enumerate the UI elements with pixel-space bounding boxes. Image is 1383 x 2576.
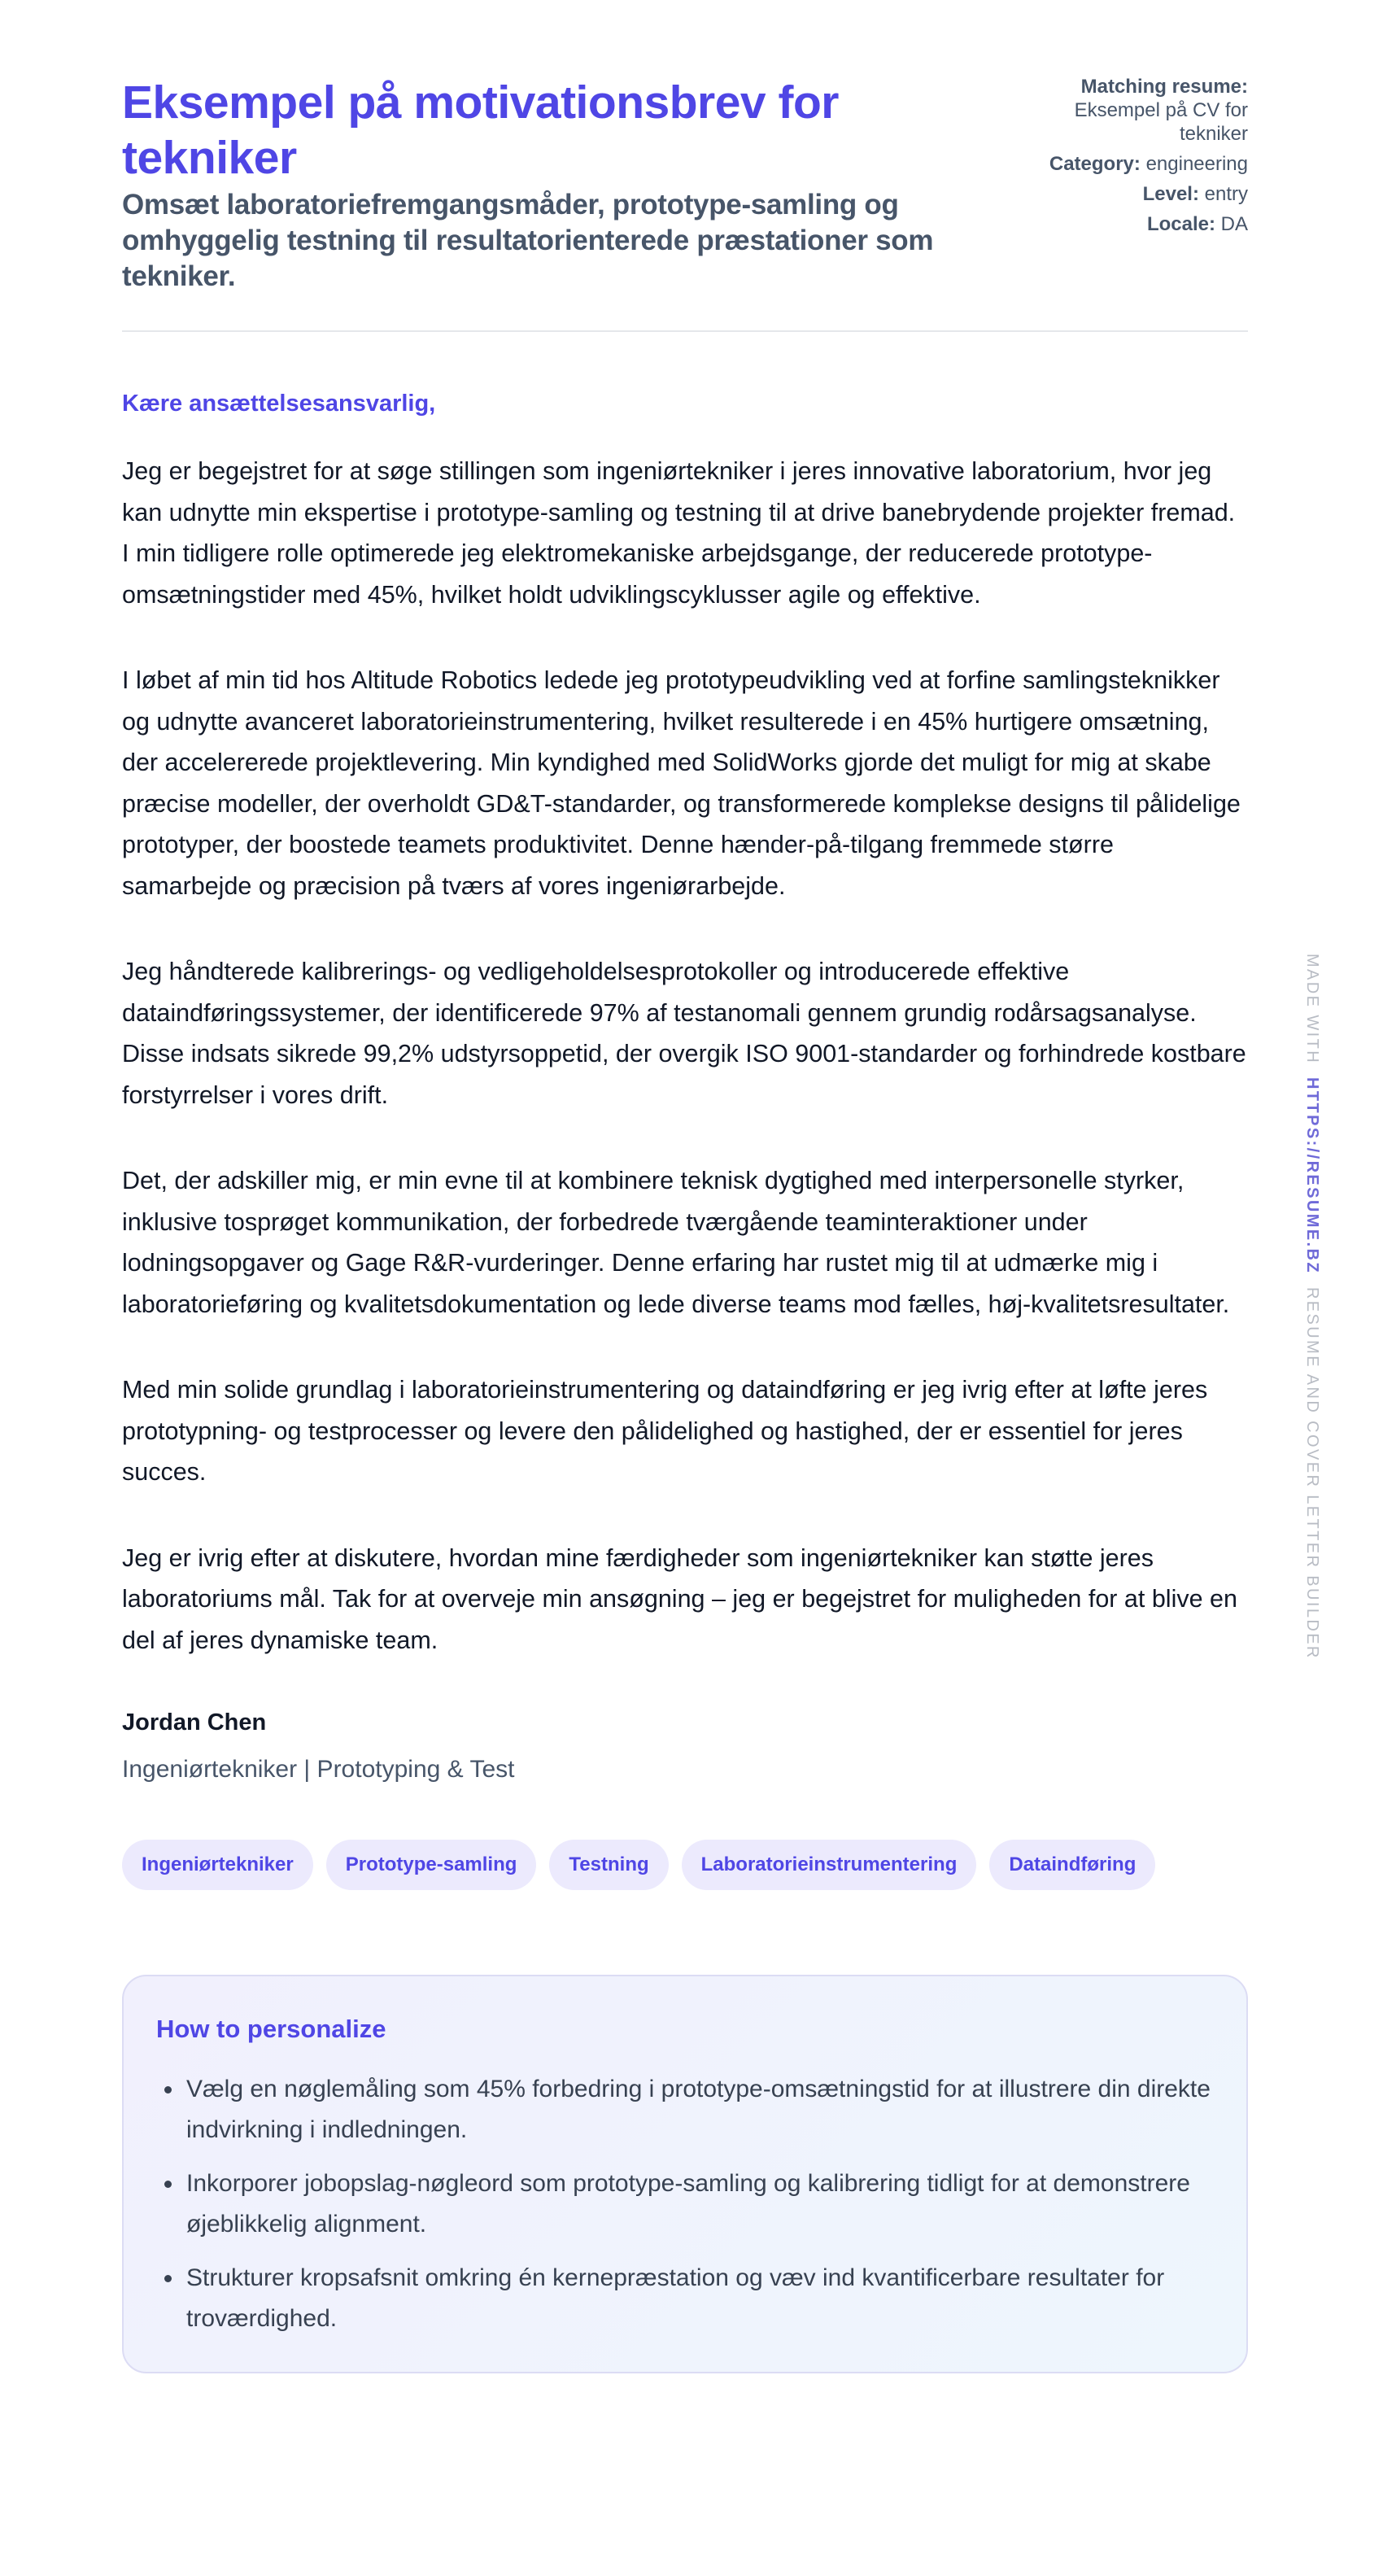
letter-paragraph: Det, der adskiller mig, er min evne til at kombinere teknisk dygtighed med interpersonelle styrker, inklusive tosprøget kommunikation, der forbedrede tværgående teaminteraktioner under lodningsopgaver og Gage R&R-vurderinger. Denne erfaring har rustet mig til at udmærke mig i laboratorieføring og kvalitetsdokumentation og lede diverse teams mod fælles, høj-kvalitetsresultater. bbox=[122, 1167, 1230, 1318]
watermark-link[interactable]: HTTPS://RESUME.BZ bbox=[1303, 1077, 1321, 1274]
tips-list bbox=[156, 2069, 1214, 2339]
tag-laboratorieinstrumentering[interactable]: Laboratorieinstrumentering bbox=[682, 1840, 977, 1890]
signature-name: Jordan Chen bbox=[122, 1709, 267, 1736]
letter-paragraph: I løbet af min tid hos Altitude Robotics ledede jeg prototypeudvikling ved at forfine samlingsteknikker og udnytte avanceret laboratorieinstrumentering, hvilket resulterede i en 45% hurtigere omsætning, der accelererede projektlevering. Min kyndighed med SolidWorks gjorde det muligt for mig at skabe præcise modeller, der overholdt GD&T-standarder, og transformerede komplekse designs til pålidelige prototyper, der boostede teamets produktivitet. Denne hænder-på-tilgang fremmede større samarbejde og præcision på tværs af vores ingeniørarbejde. bbox=[122, 666, 1241, 900]
meta-level bbox=[1004, 182, 1248, 206]
meta-category-value: engineering bbox=[1145, 153, 1248, 175]
signature-block bbox=[122, 1708, 1248, 1784]
cover-letter-page bbox=[122, 0, 1248, 2373]
watermark-text bbox=[1302, 954, 1323, 1660]
tips-title: How to personalize bbox=[156, 2015, 386, 2043]
letter-paragraph: Jeg er begejstret for at søge stillingen som ingeniørtekniker i jeres innovative laboratorium, hvor jeg kan udnytte min ekspertise i prototype-samling og testning til at drive banebrydende projekter fremad. I min tidligere rolle optimerede jeg elektromekaniske arbejdsgange, der reducerede prototype-omsætningstider med 45%, hvilket holdt udviklingscyklusser agile og effektive. bbox=[122, 457, 1236, 609]
page-header bbox=[122, 0, 1248, 332]
bullet-icon bbox=[164, 2275, 172, 2282]
page-subtitle: Omsæt laboratoriefremgangsmåder, prototype-samling og omhyggelig testning til resultatorienterede præstationer som tekniker. bbox=[122, 189, 934, 292]
meta-matching-resume-label: Matching resume: bbox=[1080, 76, 1248, 98]
tip-text: Vælg en nøglemåling som 45% forbedring i prototype-omsætningstid for at illustrere din direkte indvirkning i indledningen. bbox=[186, 2076, 1211, 2143]
watermark bbox=[1302, 954, 1326, 1660]
tip-item bbox=[156, 2069, 1214, 2150]
tip-text: Strukturer kropsafsnit omkring én kernepræstation og væv ind kvantificerbare resultater for troværdighed. bbox=[186, 2264, 1165, 2332]
bullet-icon bbox=[164, 2181, 172, 2188]
meta-level-label: Level: bbox=[1142, 183, 1199, 205]
meta-panel bbox=[1004, 75, 1248, 242]
letter-paragraph: Med min solide grundlag i laboratorieinstrumentering og dataindføring er jeg ivrig efter at løfte jeres prototypning- og testprocesser og levere den pålidelighed og hastighed, der er essentiel for jeres succes. bbox=[122, 1376, 1208, 1486]
meta-category-label: Category: bbox=[1049, 153, 1141, 175]
keyword-tags bbox=[122, 1840, 1248, 1890]
meta-matching-resume bbox=[1004, 75, 1248, 146]
tip-item bbox=[156, 2258, 1214, 2339]
signature-title: Ingeniørtekniker | Prototyping & Test bbox=[122, 1756, 515, 1783]
letter-paragraph: Jeg håndterede kalibrerings- og vedligeholdelsesprotokoller og introducerede effektive dataindføringssystemer, der identificerede 97% af testanomali gennem grundig rodårsagsanalyse. Disse indsats sikrede 99,2% udstyrsoppetid, der overgik ISO 9001-standarder og forhindrede kostbare forstyrrelser i vores drift. bbox=[122, 958, 1246, 1109]
letter-salutation: Kære ansættelsesansvarlig, bbox=[122, 391, 436, 417]
tag-dataindforing[interactable]: Dataindføring bbox=[989, 1840, 1155, 1890]
tip-text: Inkorporer jobopslag-nøgleord som prototype-samling og kalibrering tidligt for at demonstrere øjeblikkelig alignment. bbox=[186, 2170, 1190, 2238]
tag-prototype-samling[interactable]: Prototype-samling bbox=[326, 1840, 537, 1890]
meta-locale bbox=[1004, 212, 1248, 236]
meta-category bbox=[1004, 152, 1248, 176]
personalize-tips-box bbox=[122, 1975, 1248, 2373]
tip-item bbox=[156, 2163, 1214, 2245]
tag-ingeniortekniker[interactable]: Ingeniørtekniker bbox=[122, 1840, 313, 1890]
watermark-suffix: RESUME AND COVER LETTER BUILDER bbox=[1303, 1286, 1321, 1660]
letter-body bbox=[122, 451, 1248, 1661]
letter-paragraph: Jeg er ivrig efter at diskutere, hvordan mine færdigheder som ingeniørtekniker kan støtte jeres laboratoriums mål. Tak for at overveje min ansøgning – jeg er begejstret for muligheden for at blive en del af jeres dynamiske team. bbox=[122, 1543, 1237, 1654]
meta-matching-resume-value[interactable]: Eksempel på CV for tekniker bbox=[1074, 99, 1248, 145]
watermark-prefix: MADE WITH bbox=[1303, 954, 1321, 1065]
tag-testning[interactable]: Testning bbox=[549, 1840, 668, 1890]
page-title: Eksempel på motivationsbrev for tekniker bbox=[122, 76, 839, 184]
bullet-icon bbox=[164, 2086, 172, 2094]
meta-level-value: entry bbox=[1204, 183, 1248, 205]
meta-locale-value: DA bbox=[1220, 213, 1248, 235]
meta-locale-label: Locale: bbox=[1146, 213, 1215, 235]
